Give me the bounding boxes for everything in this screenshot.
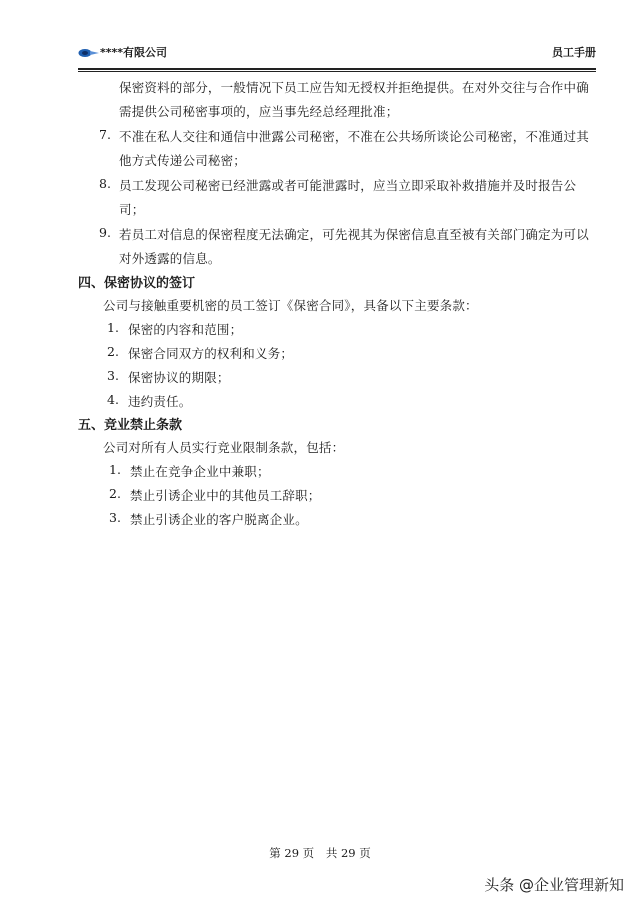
header-document-title: 员工手册 [552,46,596,59]
section-5-item-1-number: 1. [109,462,121,477]
footer-page-number: 第 29 页 [269,846,315,860]
section-5-item-2-text: 禁止引诱企业中的其他员工辞职； [130,488,321,503]
section-5-intro: 公司对所有人员实行竞业限制条款，包括： [103,440,345,455]
page-footer [0,845,640,861]
section-4-item-4-text: 违约责任。 [128,394,192,409]
section-5-item-3-text: 禁止引诱企业的客户脱离企业。 [130,512,308,527]
header-company-name: ****有限公司 [100,46,168,59]
source-watermark: 头条 @企业管理新知 [484,876,624,894]
item-9-line-1: 若员工对信息的保密程度无法确定，可先视其为保密信息直至被有关部门确定为可以 [119,227,589,242]
header-rule [78,68,596,70]
item-8-number: 8. [99,176,111,191]
section-4-intro: 公司与接触重要机密的员工签订《保密合同》，具备以下主要条款： [103,298,478,313]
section-5-item-1-text: 禁止在竞争企业中兼职； [130,464,270,479]
item-6-line-2: 需提供公司秘密事项的，应当事先经总经理批准； [119,104,399,119]
item-6-line-1: 保密资料的部分，一般情况下员工应告知无授权并拒绝提供。在对外交往与合作中确 [119,80,589,95]
section-4-item-2-text: 保密合同双方的权利和义务； [128,346,294,361]
section-5-item-2-number: 2. [109,486,121,501]
page-header [78,44,596,70]
item-8-line-2: 司； [119,202,145,217]
section-4-item-4-number: 4. [107,392,119,407]
item-7-line-2: 他方式传递公司秘密； [119,153,247,168]
section-5-heading: 五、竞业禁止条款 [78,418,183,433]
item-9-number: 9. [99,225,111,240]
section-4-heading: 四、保密协议的签订 [78,276,196,291]
item-7-number: 7. [99,127,111,142]
item-7-line-1: 不准在私人交往和通信中泄露公司秘密，不准在公共场所谈论公司秘密，不准通过其 [119,129,589,144]
header-rule-thin [78,71,596,72]
section-4-item-3-text: 保密协议的期限； [128,370,230,385]
section-4-item-1-text: 保密的内容和范围； [128,322,243,337]
section-4-item-3-number: 3. [107,368,119,383]
company-logo-icon [78,46,100,60]
footer-total-pages: 共 29 页 [325,846,371,860]
section-5-item-3-number: 3. [109,510,121,525]
item-9-line-2: 对外透露的信息。 [119,251,221,266]
section-4-item-2-number: 2. [107,344,119,359]
item-8-line-1: 员工发现公司秘密已经泄露或者可能泄露时，应当立即采取补救措施并及时报告公 [119,178,577,193]
section-4-item-1-number: 1. [107,320,119,335]
